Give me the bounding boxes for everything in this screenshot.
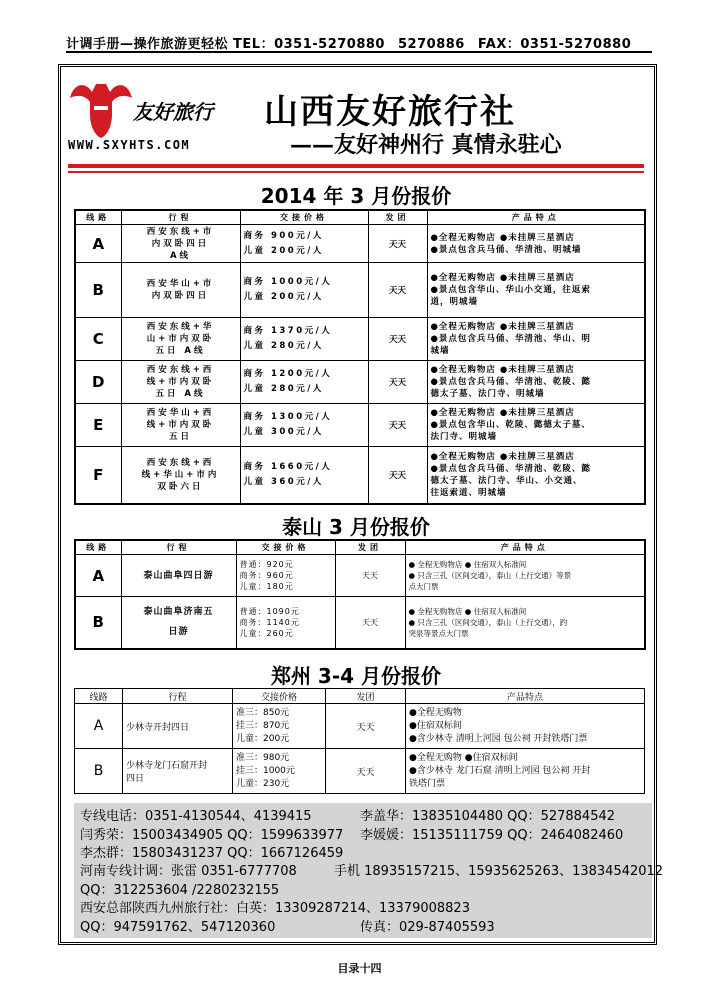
company-name: 山西友好旅行社 (264, 92, 516, 132)
contact-li-gaihua: 李盖华：13835104480 QQ：527884542 (360, 809, 616, 824)
route-cell-line: 双卧六日 (157, 481, 204, 492)
features-cell-line: ●景点包含兵马俑、华清池、明城墙 (430, 244, 582, 255)
header-features: 产品特点 (406, 689, 645, 704)
features-cell-line: 铁塔门票 (409, 778, 446, 789)
features-cell-line: ●全程无购物 ●住宿双标间 (409, 752, 518, 763)
header-features: 产品特点 (405, 540, 645, 555)
table-row (75, 318, 645, 361)
route-cell (121, 225, 240, 263)
header-route: 行程 (123, 689, 233, 704)
departure-cell: 天天 (368, 361, 427, 404)
price-cell-line: 挂三：870元 (236, 720, 290, 731)
price-cell-line: 普通：1090元 (239, 606, 300, 616)
features-cell-line: ●全程无购物店 ●未挂牌三星酒店 (430, 451, 575, 462)
price-cell-line: 商务 1370元/人 (243, 326, 333, 336)
line-code: B (75, 263, 121, 318)
features-cell (427, 263, 645, 318)
route-cell-line: 泰山曲阜四日游 (143, 570, 214, 581)
table-row (75, 597, 645, 649)
zhengzhou-price-table (74, 688, 645, 794)
line-code: D (75, 361, 121, 404)
route-cell-line: 线+市内双卧 (146, 377, 215, 387)
features-cell-line: ●全程无购物店 ●未挂牌三星酒店 (430, 408, 575, 418)
features-cell-line: ●景点包含兵马俑、华清池、乾陵、懿 (430, 377, 591, 387)
line-code: A (75, 555, 121, 597)
features-cell-line: 往返索道、明城墙 (430, 487, 507, 498)
features-cell-line: ● 全程无购物店 ● 住宿双人标准间 (408, 560, 527, 569)
departure-cell: 天天 (326, 704, 406, 749)
price-cell-line: 挂三：1000元 (236, 765, 295, 776)
features-cell-line: 道，明城墙 (430, 297, 479, 307)
price-cell (240, 263, 368, 318)
price-cell (236, 597, 335, 649)
table-row (75, 361, 645, 404)
features-cell-line: 德太子墓、法门寺、明城墙 (430, 389, 545, 399)
company-logo-icon (68, 80, 134, 140)
table-header-row (75, 689, 645, 704)
line-code: A (75, 225, 121, 263)
price-cell-line: 儿童 300元/人 (243, 427, 324, 437)
line-code: A (75, 704, 123, 749)
route-cell-line: 西安东线+西 (146, 457, 215, 468)
xian-price-table (74, 209, 646, 505)
section3-title: 郑州 3-4 月份报价 (270, 664, 442, 688)
price-cell (233, 704, 326, 749)
features-cell-line: 德太子墓、法门寺、华山、小交通、 (430, 475, 583, 486)
contact-yan-xiurong: 闫秀荣：15003434905 QQ：1599633977 (80, 828, 344, 843)
features-cell-line: ●全程无购物店 ●未挂牌三星酒店 (430, 365, 575, 375)
departure-cell: 天天 (335, 555, 405, 597)
price-cell-line: 普通：920元 (239, 560, 294, 569)
table-row (75, 263, 645, 318)
table-row (75, 555, 645, 597)
price-cell (233, 749, 326, 794)
price-cell (240, 447, 368, 504)
price-cell-line: 儿童：230元 (236, 778, 290, 789)
route-cell-line: 五日 (168, 432, 192, 442)
route-cell (121, 597, 236, 649)
header-tel: TEL：0351-5270880 (233, 37, 385, 52)
header-departure: 发团 (335, 540, 405, 555)
price-cell-line: 儿童 360元/人 (243, 476, 324, 487)
price-cell-line: 儿童：200元 (236, 733, 290, 744)
route-cell-line: 五日 A线 (155, 389, 206, 399)
header-line: 线路 (75, 210, 121, 225)
header-price: 交接价格 (236, 540, 335, 555)
red-divider (68, 164, 644, 168)
company-slogan: ——友好神州行 真情永驻心 (290, 132, 562, 158)
route-cell (121, 404, 240, 447)
line-code: E (75, 404, 121, 447)
contact-li-yuanyuan: 李媛媛：15135111759 QQ：2464082460 (360, 828, 624, 843)
price-cell-line: 商务 1660元/人 (243, 461, 333, 472)
price-cell (240, 318, 368, 361)
price-cell (240, 225, 368, 263)
departure-cell: 天天 (335, 597, 405, 649)
price-cell-line: 儿童 200元/人 (243, 292, 324, 302)
features-cell-line: ●全程无购物店 ●未挂牌三星酒店 (430, 273, 575, 283)
route-cell-line: A线 (169, 250, 192, 261)
departure-cell: 天天 (368, 225, 427, 263)
route-cell-line: 少林寺龙门石窟开封 (126, 761, 208, 771)
route-cell-line: 内双卧四日 (151, 238, 210, 249)
section2-title: 泰山 3 月份报价 (282, 515, 430, 539)
route-cell (121, 263, 240, 318)
price-cell-line: 儿童：260元 (239, 628, 294, 638)
contact-li-jiequn: 李杰群：15803431237 QQ：1667126459 (80, 846, 344, 861)
features-cell (405, 555, 645, 597)
header-features: 产品特点 (427, 210, 645, 225)
features-cell-line: ●全程无购物店 ●未挂牌三星酒店 (430, 322, 575, 332)
price-cell-line: 儿童 200元/人 (243, 245, 324, 256)
route-cell (121, 447, 240, 504)
features-cell-line: ●景点包含华山、华山小交通，往返索 (430, 285, 591, 295)
page-footer: 目录十四 (337, 962, 382, 975)
header-rule (66, 51, 652, 53)
website-url: WWW.SXYHTS.COM (68, 138, 191, 152)
route-cell (121, 318, 240, 361)
features-cell-line: ●住宿双标间 (409, 720, 462, 731)
contact-panel (74, 803, 664, 938)
line-code: B (75, 749, 123, 794)
contact-henan-qq: QQ：312253604 /2280232155 (80, 883, 280, 898)
route-cell (121, 361, 240, 404)
red-divider-thin (68, 171, 644, 173)
features-cell (427, 404, 645, 447)
features-cell-line: 城墙 (430, 346, 450, 356)
header-slogan: 计调手册—操作旅游更轻松 (66, 37, 229, 52)
features-cell (427, 447, 645, 504)
price-cell-line: 商务：960元 (239, 571, 294, 580)
price-cell (236, 555, 335, 597)
features-cell-line: ●景点包含兵马俑、华清池、华山、明 (430, 334, 591, 344)
contact-hotline: 专线电话：0351-4130544、4139415 (80, 809, 312, 824)
price-cell-line: 商务 1200元/人 (243, 369, 333, 379)
departure-cell: 天天 (368, 447, 427, 504)
route-cell-line: 西安东线+西 (146, 365, 215, 375)
price-cell-line: 准三：850元 (236, 707, 290, 718)
route-cell (121, 555, 236, 597)
features-cell-line: ● 只含三孔（区间交通），泰山（上行交通），趵 (408, 617, 568, 627)
route-cell-line: 内双卧四日 (151, 291, 210, 301)
features-cell (405, 597, 645, 649)
features-cell (406, 749, 645, 794)
features-cell-line: ●景点包含兵马俑、华清池、乾陵、懿 (430, 463, 591, 474)
header-route: 行程 (121, 540, 236, 555)
features-cell-line: ●景点包含华山、乾陵、懿德太子墓、 (430, 420, 591, 430)
route-cell (123, 749, 233, 794)
route-cell-line: 四日 (126, 774, 145, 784)
price-cell (240, 361, 368, 404)
departure-cell: 天天 (326, 749, 406, 794)
features-cell (406, 704, 645, 749)
contact-henan-line: 河南专线计调：张雷 0351-6777708 (80, 864, 297, 879)
line-code: C (75, 318, 121, 361)
table-row (75, 225, 645, 263)
route-cell-line: 西安东线+华 (146, 322, 215, 332)
features-cell-line: 突泉等景点大门票 (408, 628, 469, 638)
header-line: 线路 (75, 689, 123, 704)
route-cell-line: 五日 A线 (155, 346, 206, 356)
features-cell (427, 225, 645, 263)
logo-text: 友好旅行 (133, 100, 213, 124)
price-cell-line: 儿童 280元/人 (243, 341, 324, 351)
table-header-row (75, 210, 645, 225)
features-cell-line: ● 只含三孔（区间交通），泰山（上行交通）等景 (408, 571, 572, 580)
header-departure: 发团 (326, 689, 406, 704)
table-row (75, 447, 645, 504)
price-cell-line: 商务：1140元 (239, 617, 300, 627)
route-cell-line: 西安华山+西 (146, 408, 215, 418)
header-fax: FAX：0351-5270880 (477, 37, 632, 52)
price-cell-line: 商务 1000元/人 (243, 277, 333, 287)
header-price: 交接价格 (233, 689, 326, 704)
route-cell-line: 线+华山+市内 (141, 469, 220, 480)
price-cell-line: 商务 1300元/人 (243, 412, 333, 422)
route-cell-line: 西安华山+市 (146, 279, 215, 289)
features-cell-line: ●全程无购物 (409, 707, 462, 718)
features-cell (427, 361, 645, 404)
header-route: 行程 (121, 210, 240, 225)
contact-xian-qq: QQ：947591762、547120360 (80, 920, 276, 935)
features-cell-line: ● 全程无购物店 ● 住宿双人标准间 (408, 606, 527, 616)
taishan-price-table (74, 539, 646, 650)
price-cell (240, 404, 368, 447)
header-departure: 发团 (368, 210, 427, 225)
features-cell-line: 点大门票 (408, 582, 439, 591)
features-cell-line: ●含少林寺 清明上河园 包公祠 开封铁塔门票 (409, 733, 588, 744)
table-row (75, 404, 645, 447)
departure-cell: 天天 (368, 318, 427, 361)
route-cell-line: 少林寺开封四日 (126, 722, 190, 733)
table-row (75, 749, 645, 794)
route-cell-line: 泰山曲阜济南五 (143, 607, 214, 618)
departure-cell: 天天 (368, 404, 427, 447)
route-cell-line: 西安东线+市 (146, 226, 215, 237)
price-cell-line: 准三：980元 (236, 752, 290, 763)
route-cell-line: 日游 (168, 627, 189, 638)
price-cell-line: 商务 900元/人 (243, 230, 324, 241)
departure-cell: 天天 (368, 263, 427, 318)
contact-xian-hq: 西安总部陕西九州旅行社：白英：13309287214、13379008823 (80, 901, 470, 916)
features-cell (427, 318, 645, 361)
features-cell-line: ●全程无购物店 ●未挂牌三星酒店 (430, 232, 575, 243)
price-cell-line: 儿童：180元 (239, 582, 294, 591)
line-code: F (75, 447, 121, 504)
contact-henan-mobile: 手机 18935157215、15935625263、13834542012 (334, 864, 664, 879)
table-header-row (75, 540, 645, 555)
header-line: 线路 (75, 540, 121, 555)
section1-title: 2014 年 3 月份报价 (260, 184, 452, 208)
contact-xian-fax: 传真：029-87405593 (360, 920, 495, 935)
line-code: B (75, 597, 121, 649)
route-cell-line: 线+市内双卧 (146, 420, 215, 430)
header-price: 交接价格 (240, 210, 368, 225)
route-cell (123, 704, 233, 749)
table-row (75, 704, 645, 749)
price-cell-line: 儿童 280元/人 (243, 384, 324, 394)
route-cell-line: 山+市内双卧 (146, 334, 215, 344)
top-header-line (66, 33, 652, 52)
header-tel2: 5270886 (398, 37, 465, 52)
features-cell-line: 法门寺、明城墙 (430, 432, 498, 442)
features-cell-line: ●含少林寺 龙门石窟 清明上河园 包公祠 开封 (409, 765, 591, 776)
